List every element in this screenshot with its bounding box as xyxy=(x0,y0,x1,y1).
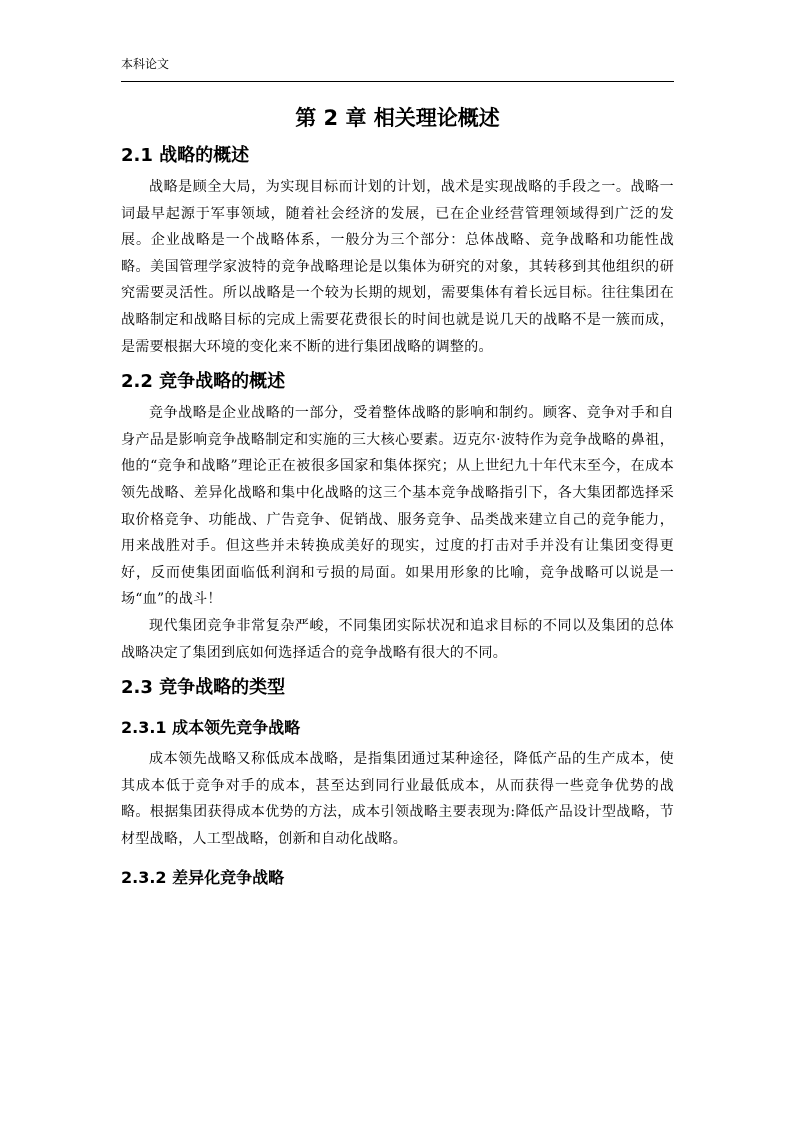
subsection-heading-2-3-1: 2.3.1 成本领先竞争战略 xyxy=(121,718,301,738)
chapter-title: 第 2 章 相关理论概述 xyxy=(295,106,500,130)
section-heading-2-3: 2.3 竞争战略的类型 xyxy=(121,677,286,699)
running-header: 本科论文 xyxy=(121,57,170,71)
section-heading-2-2: 2.2 竞争战略的概述 xyxy=(121,371,286,393)
section-2-1-paragraph: 战略是顾全大局，为实现目标而计划的计划，战术是实现战略的手段之一。战略一词最早起源于军事领域，随着社会经济的发展，已在企业经营管理领域得到广泛的发展。企业战略是一个战略体系，一般分为三个部分：总体战略、竞争战略和功能性战略。美国管理学家波特的竞争战略理论是以集体为研究的对象，其转移到其他组织的研究需要灵活性。所以战略是一个较为长期的规划，需要集体有着长远目标。往往集团在战略制定和战略目标的完成上需要花费很长的时间也就是说几天的战略不是一簇而成，是需要根据大环境的变化来不断的进行集团战略的调整的。 xyxy=(121,179,674,355)
section-2-2-paragraph-2: 现代集团竞争非常复杂严峻，不同集团实际状况和追求目标的不同以及集团的总体战略决定了集团到底如何选择适合的竞争战略有很大的不同。 xyxy=(121,617,674,661)
header-rule xyxy=(121,81,674,82)
subsection-2-3-1-paragraph: 成本领先战略又称低成本战略，是指集团通过某种途径，降低产品的生产成本，使其成本低于竞争对手的成本，甚至达到同行业最低成本，从而获得一些竞争优势的战略。根据集团获得成本优势的方法，成本引领战略主要表现为:降低产品设计型战略，节材型战略，人工型战略，创新和自动化战略。 xyxy=(121,751,674,847)
section-heading-2-1: 2.1 战略的概述 xyxy=(121,145,250,166)
section-2-2-paragraph-1: 竞争战略是企业战略的一部分，受着整体战略的影响和制约。顾客、竞争对手和自身产品是影响竞争战略制定和实施的三大核心要素。迈克尔·波特作为竞争战略的鼻祖，他的“竞争和战略”理论正在被很多国家和集体探究；从上世纪九十年代末至今，在成本领先战略、差异化战略和集中化战略的这三个基本竞争战略指引下，各大集团都选择采取价格竞争、功能战、广告竞争、促销战、服务竞争、品类战来建立自己的竞争能力，用来战胜对手。但这些并未转换成美好的现实，过度的打击对手并没有让集团变得更好，反而使集团面临低利润和亏损的局面。如果用形象的比喻，竞争战略可以说是一场“血”的战斗！ xyxy=(121,405,674,608)
page-content xyxy=(121,98,674,896)
subsection-heading-2-3-2: 2.3.2 差异化竞争战略 xyxy=(121,868,285,888)
